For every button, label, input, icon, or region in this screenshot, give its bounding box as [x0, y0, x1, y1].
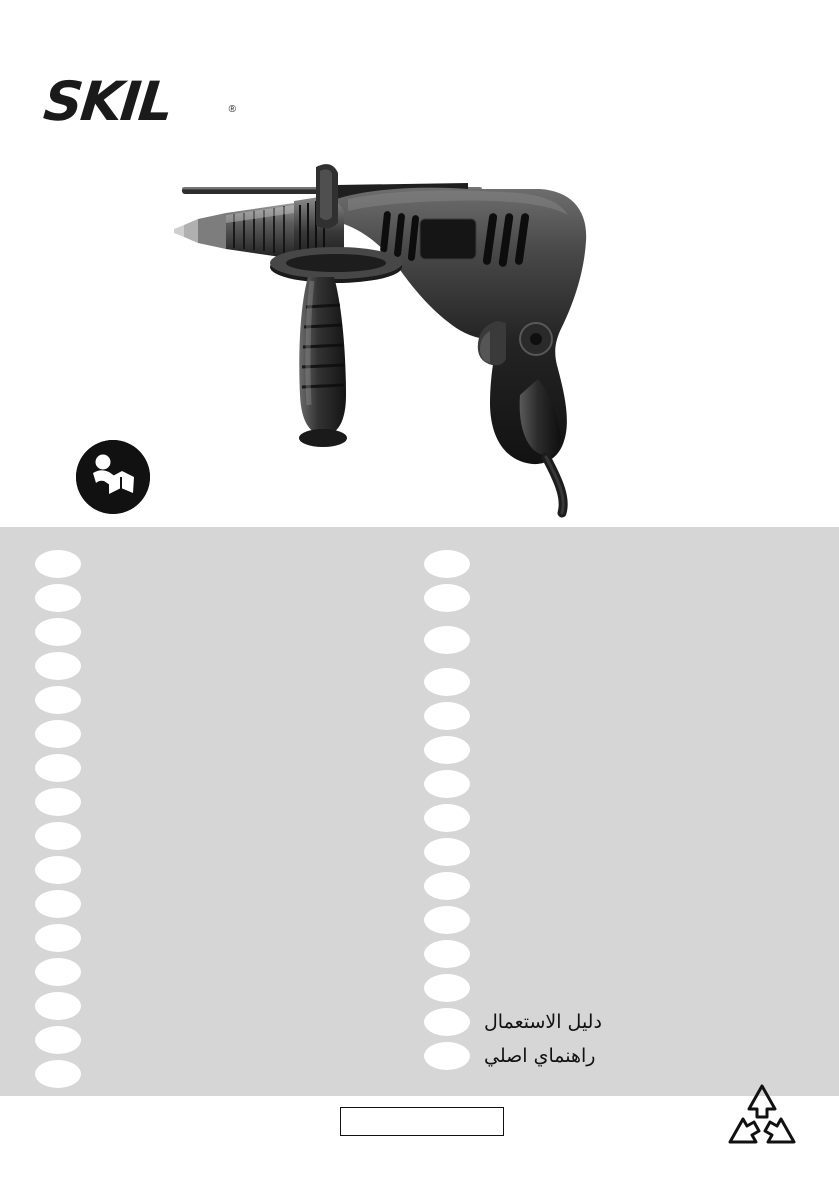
recycle-icon [722, 1078, 802, 1158]
language-bubble [35, 890, 81, 918]
list-item-arabic [424, 1006, 602, 1038]
language-bubble [424, 770, 470, 798]
language-bubble [35, 992, 81, 1020]
language-bubble [35, 788, 81, 816]
language-bubble [424, 736, 470, 764]
list-item [35, 820, 95, 852]
language-bubble [424, 668, 470, 696]
language-bubble [35, 1060, 81, 1088]
language-bubble [424, 838, 470, 866]
list-item [424, 700, 602, 732]
list-item [35, 548, 95, 580]
language-bubble [35, 958, 81, 986]
brand-logo [40, 70, 236, 133]
language-bubble [424, 702, 470, 730]
language-bubble [424, 1042, 470, 1070]
list-item [35, 1058, 95, 1090]
language-bubble [35, 754, 81, 782]
language-list-panel [0, 527, 839, 1096]
list-item [424, 836, 602, 868]
language-bubble [424, 872, 470, 900]
cover-top-section [0, 0, 839, 527]
list-item [35, 922, 95, 954]
list-item [35, 956, 95, 988]
language-bubble [424, 1008, 470, 1036]
language-bubble [424, 626, 470, 654]
list-item [424, 582, 602, 614]
language-bubble [35, 584, 81, 612]
language-bubble [35, 550, 81, 578]
language-column-right [424, 548, 602, 1074]
language-bubble [35, 618, 81, 646]
list-item [424, 734, 602, 766]
part-number-box [340, 1107, 504, 1136]
language-bubble [35, 822, 81, 850]
list-item [35, 684, 95, 716]
list-item [424, 666, 602, 698]
list-item [35, 990, 95, 1022]
list-item [35, 1024, 95, 1056]
list-item [424, 768, 602, 800]
list-item [424, 624, 602, 656]
language-bubble [35, 652, 81, 680]
list-item [35, 718, 95, 750]
impact-drill-illustration [168, 155, 618, 525]
language-label-farsi: راهنماي اصلي [484, 1045, 596, 1067]
language-bubble [35, 720, 81, 748]
language-label-arabic: دليل الاستعمال [484, 1011, 602, 1033]
read-manual-icon [76, 440, 150, 514]
list-item [35, 582, 95, 614]
language-bubble [35, 856, 81, 884]
language-bubble [424, 974, 470, 1002]
brand-logo-text: SKIL [40, 70, 175, 133]
registered-trademark-mark: ® [228, 104, 236, 115]
list-item [35, 786, 95, 818]
language-column-left [35, 548, 95, 1092]
language-bubble [35, 1026, 81, 1054]
list-item [424, 972, 602, 1004]
language-bubble [35, 686, 81, 714]
language-bubble [424, 584, 470, 612]
list-item [35, 854, 95, 886]
list-item [424, 938, 602, 970]
language-bubble [424, 804, 470, 832]
list-item-farsi [424, 1040, 602, 1072]
language-bubble [424, 906, 470, 934]
list-item [35, 616, 95, 648]
list-item [424, 904, 602, 936]
list-item [35, 888, 95, 920]
language-bubble [424, 940, 470, 968]
list-item [424, 548, 602, 580]
language-bubble [424, 550, 470, 578]
list-item [35, 752, 95, 784]
language-bubble [35, 924, 81, 952]
list-item [35, 650, 95, 682]
list-item [424, 870, 602, 902]
list-item [424, 802, 602, 834]
